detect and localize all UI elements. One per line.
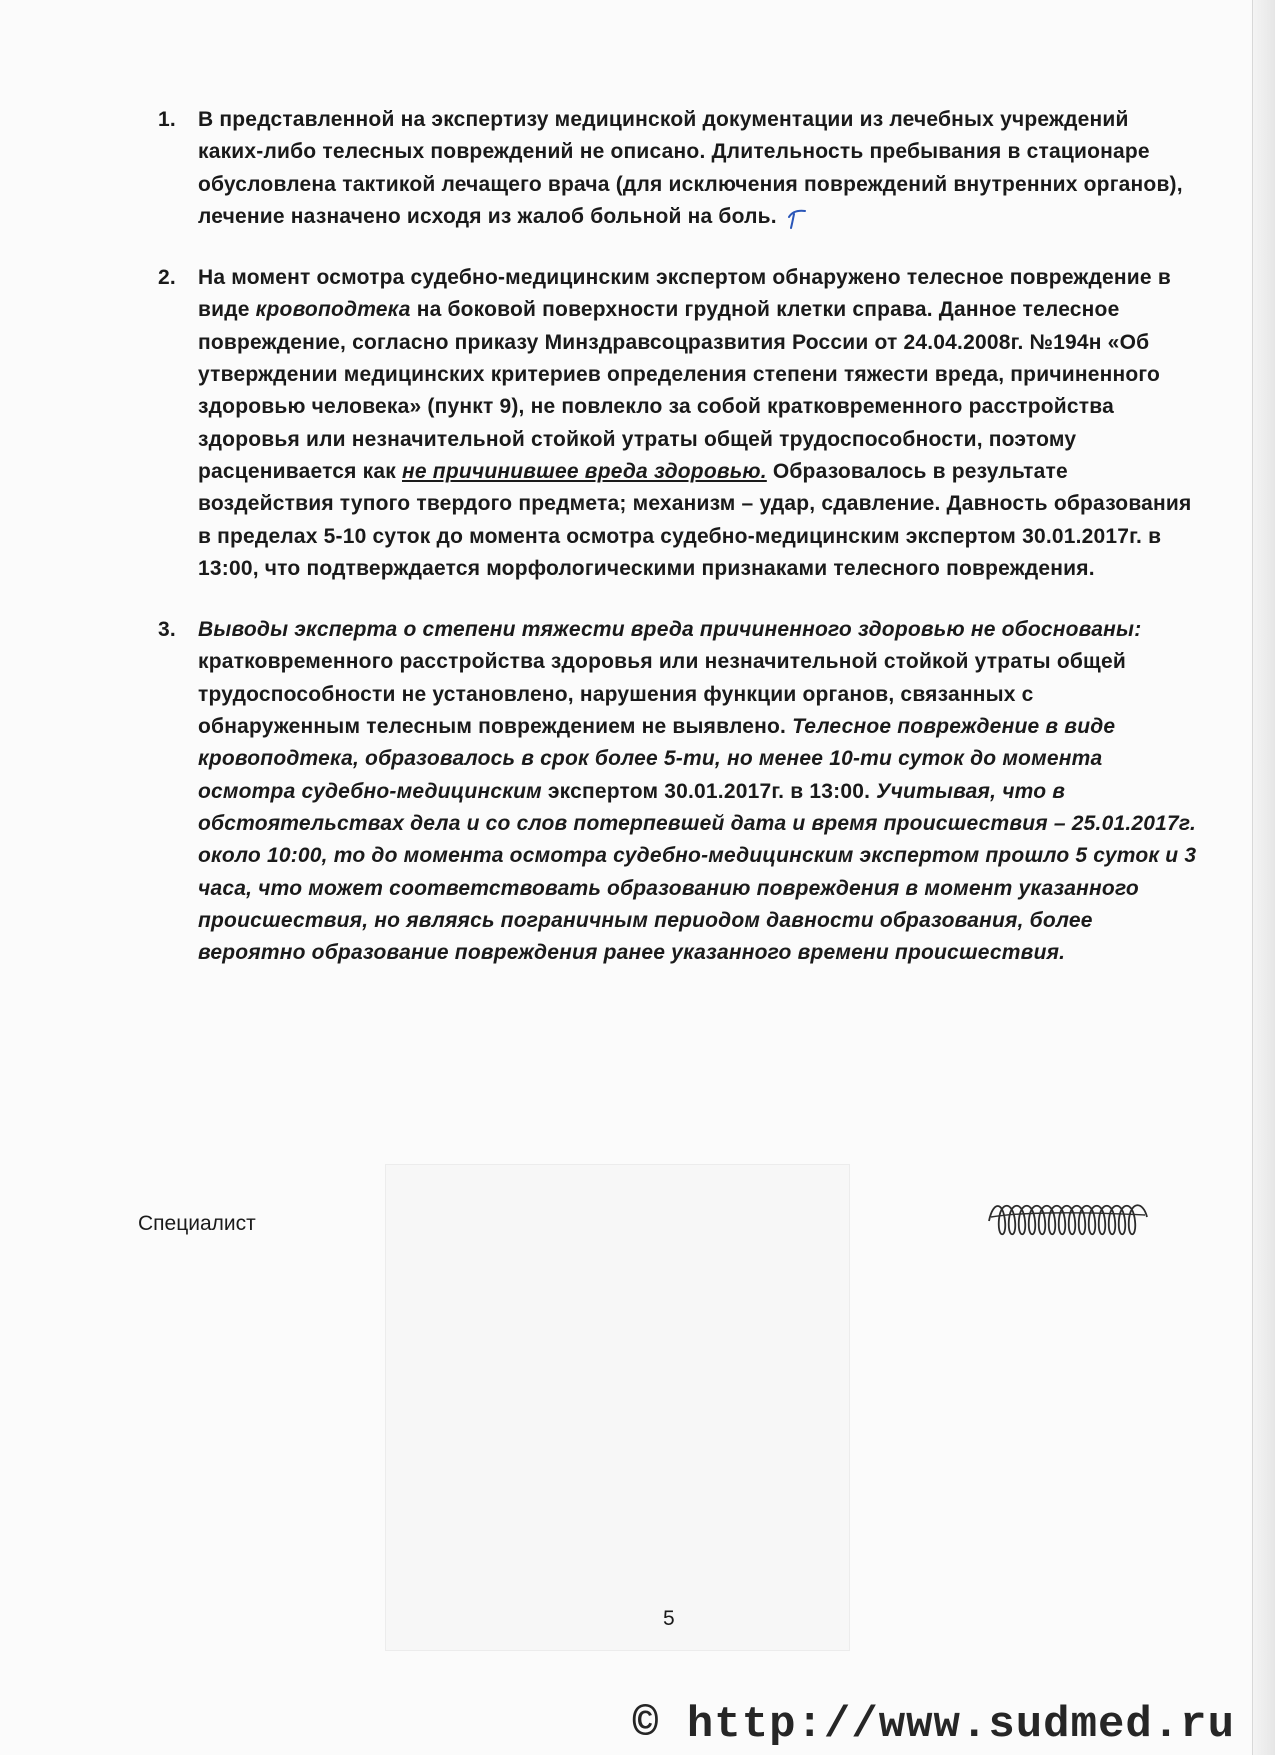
item-text: На момент осмотра судебно-медицинским экспертом обнаружено телесное повреждение в виде	[198, 266, 1171, 322]
item-text-italic: Учитывая, что в обстоятельствах дела и со слов потерпевшей дата и время происшествия – 25.01.2017г. около 10:00, то до момента осмотра судебно-медицинским экспертом прошло 5 суток и 3 часа, что может соответствовать образованию повреждения в момент указанного происшествия, но являясь пограничным периодом давности образования, более вероятно образование повреждения ранее указанного времени происшествия.	[198, 779, 1197, 965]
item-number: 2.	[158, 266, 176, 290]
conclusions-list	[158, 104, 1198, 969]
scan-edge	[1253, 0, 1275, 1755]
conclusion-item-2	[158, 262, 1198, 585]
item-text-italic: Телесное повреждение в виде кровоподтека, образовалось в срок более 5-ти, но менее 10-ти суток до момента осмотра судебно-медицинским	[198, 715, 1116, 803]
item-text: экспертом 30.01.2017г. в 13:00.	[541, 779, 871, 803]
item-text: на боковой поверхности грудной клетки справа. Данное телесное повреждение, согласно приказу Минздравсоцразвития России от 24.04.2008г. №194н «Об утверждении медицинских критериев определения степени тяжести вреда, причиненного здоровью человека» (пункт 9), не повлекло за собой кратковременного расстройства здоровья или незначительной стойкой утраты общей трудоспособности, поэтому расценивается как	[198, 298, 1161, 483]
redaction-patch	[386, 1165, 849, 1650]
item-text-italic: Выводы эксперта о степени тяжести вреда причиненного здоровью не обоснованы:	[198, 618, 1142, 642]
page-number: 5	[663, 1607, 675, 1630]
item-text-emphasis: не причинившее вреда здоровью.	[402, 459, 767, 483]
item-number: 1.	[158, 108, 176, 131]
item-text: кратковременного расстройства здоровья или незначительной стойкой утраты общей трудоспособности не установлено, нарушения функции органов, связанных с обнаруженным телесным повреждением не выявлено.	[198, 650, 1126, 739]
conclusion-item-1	[158, 104, 1198, 233]
item-number: 3.	[158, 618, 176, 642]
signature-label: Специалист	[138, 1212, 256, 1235]
site-watermark: © http://www.sudmed.ru	[632, 1700, 1235, 1750]
item-text-italic: кровоподтека	[255, 298, 411, 322]
pen-checkmark-icon	[783, 203, 813, 229]
conclusion-item-3	[158, 614, 1198, 969]
handwritten-signature-icon	[985, 1195, 1155, 1245]
item-text: Образовалось в результате воздействия тупого твердого предмета; механизм – удар, сдавление. Давность образования в пределах 5-10 суток до момента осмотра судебно-медицинским экспертом 30.01.2017г. в 13:00, что подтверждается морфологическими признаками телесного повреждения.	[198, 459, 1192, 580]
item-text: В представленной на экспертизу медицинской документации из лечебных учреждений каких-либо телесных повреждений не описано. Длительность пребывания в стационаре обусловлена тактикой лечащего врача (для исключения повреждений внутренних органов), лечение назначено исходя из жалоб больной на боль.	[198, 108, 1183, 228]
